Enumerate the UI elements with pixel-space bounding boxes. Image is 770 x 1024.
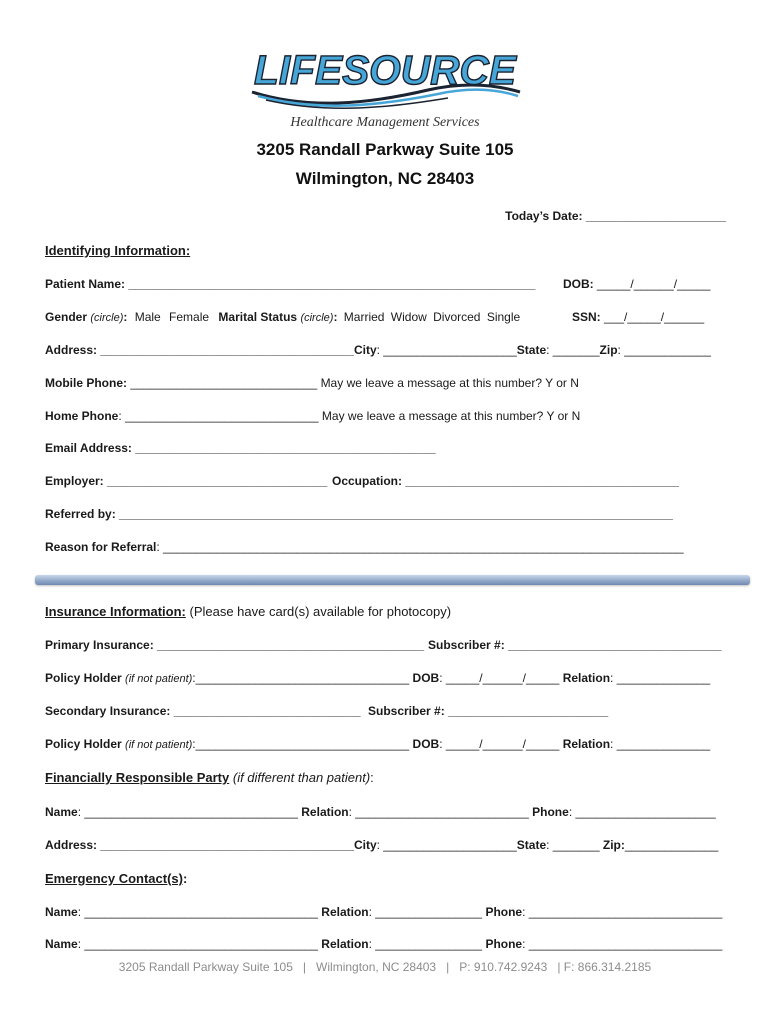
- state-blank[interactable]: : _______: [546, 343, 600, 357]
- emergency-heading: Emergency Contact(s): [45, 871, 183, 886]
- footer-fax: | F: 866.314.2185: [557, 960, 652, 974]
- financial-city-label: City: [353, 838, 377, 852]
- emergency-phone-blank[interactable]: : _____________________________: [522, 905, 723, 919]
- logo-text: LIFESOURCE: [254, 47, 518, 93]
- footer-phone: P: 910.742.9243: [459, 960, 548, 974]
- emergency-name-blank[interactable]: : ___________________________________: [77, 937, 318, 951]
- home-message-question: May we leave a message at this number? Y or N: [321, 409, 581, 423]
- policy-holder-blank[interactable]: :________________________________: [192, 737, 410, 751]
- emergency-name-label: Name: [45, 905, 78, 919]
- financial-relation-label: Relation: [301, 805, 349, 819]
- holder-relation-label: Relation: [562, 737, 611, 751]
- employer-field[interactable]: Employer: _________________________________: [45, 474, 328, 488]
- emergency-phone-label: Phone: [485, 937, 523, 951]
- policy-holder-note: (if not patient): [125, 673, 193, 685]
- footer-city: Wilmington, NC 28403: [316, 960, 437, 974]
- insurance-note: (Please have card(s) available for photocopy): [189, 604, 452, 619]
- financial-state-label: State: [516, 838, 547, 852]
- financial-name-row: [45, 805, 716, 819]
- gender-options[interactable]: Male Female: [134, 310, 210, 324]
- emergency-phone-label: Phone: [485, 905, 523, 919]
- financial-zip-blank[interactable]: ______________: [624, 838, 719, 852]
- section-divider: [35, 575, 750, 585]
- footer-address: 3205 Randall Parkway Suite 105: [118, 960, 293, 974]
- emergency-contact-row-1: [45, 905, 722, 919]
- financial-colon: :: [370, 770, 374, 785]
- ssn-field[interactable]: [572, 310, 704, 324]
- policy-holder-label: Policy Holder: [45, 737, 122, 751]
- lifesource-logo: [248, 40, 524, 112]
- financial-name-label: Name: [45, 805, 78, 819]
- ssn-label: SSN:: [572, 310, 601, 324]
- mobile-phone-label: Mobile Phone:: [45, 376, 127, 390]
- reason-label: Reason for Referral: [45, 540, 157, 554]
- emergency-relation-blank[interactable]: : ________________: [368, 937, 483, 951]
- mobile-message-question: May we leave a message at this number? Y or N: [320, 376, 579, 390]
- reason-blank[interactable]: : ______________________________________________________________________________: [156, 540, 684, 554]
- insurance-heading-row: [45, 604, 451, 619]
- holder-relation-blank[interactable]: : ______________: [610, 737, 711, 751]
- dob-label: DOB:: [563, 277, 594, 291]
- financial-heading: Financially Responsible Party: [45, 770, 230, 785]
- policy-holder-label: Policy Holder: [45, 671, 122, 685]
- emergency-name-blank[interactable]: : ___________________________________: [77, 905, 318, 919]
- office-address-line2: Wilmington, NC 28403: [295, 169, 475, 188]
- state-label: State: [516, 343, 547, 357]
- marital-circle-note: (circle): [300, 312, 334, 324]
- insurance-heading: Insurance Information:: [45, 604, 186, 619]
- city-blank[interactable]: : ____________________: [376, 343, 517, 357]
- holder-relation-blank[interactable]: : ______________: [610, 671, 711, 685]
- financial-name-blank[interactable]: : ________________________________: [77, 805, 298, 819]
- dob-field[interactable]: [563, 277, 710, 291]
- primary-subscriber-field[interactable]: Subscriber #: ________________________________: [428, 638, 722, 652]
- emergency-phone-blank[interactable]: : _____________________________: [522, 937, 723, 951]
- financial-zip-label: Zip:: [602, 838, 625, 852]
- holder-dob-blank[interactable]: : _____/______/_____: [439, 671, 560, 685]
- emergency-relation-blank[interactable]: : ________________: [368, 905, 483, 919]
- identifying-heading: [45, 243, 190, 258]
- financial-state-blank[interactable]: : _______: [546, 838, 600, 852]
- home-phone-blank[interactable]: : _____________________________: [118, 409, 319, 423]
- holder-relation-label: Relation: [562, 671, 611, 685]
- emergency-heading-row: [45, 871, 187, 886]
- emergency-colon: :: [182, 871, 188, 886]
- footer: 3205 Randall Parkway Suite 105 | Wilmington, NC 28403 | P: 910.742.9243 | F: 866.314.2185: [118, 960, 652, 974]
- marital-options[interactable]: Married Widow Divorced Single: [343, 310, 521, 324]
- holder-dob-label: DOB: [412, 737, 440, 751]
- address-label: Address:: [45, 343, 98, 357]
- holder-dob-label: DOB: [412, 671, 440, 685]
- email-field[interactable]: Email Address: _____________________________________________: [45, 441, 436, 455]
- financial-note: (if different than patient): [232, 770, 371, 785]
- ssn-blank[interactable]: ___/_____/______: [604, 310, 705, 324]
- financial-address-blank[interactable]: ______________________________________: [100, 838, 354, 852]
- identifying-heading-text: Identifying Information:: [45, 243, 191, 258]
- policy-holder-note: (if not patient): [125, 739, 193, 751]
- todays-date-field[interactable]: Today’s Date: _____________________: [505, 209, 726, 223]
- financial-phone-blank[interactable]: : _____________________: [568, 805, 716, 819]
- patient-name-field[interactable]: Patient Name: _____________________________________________________________: [45, 277, 536, 291]
- home-phone-label: Home Phone: [45, 409, 119, 423]
- gender-marital-row: [45, 310, 520, 324]
- zip-blank[interactable]: : _____________: [617, 343, 711, 357]
- address-row: [45, 343, 711, 357]
- financial-phone-label: Phone: [532, 805, 569, 819]
- emergency-relation-label: Relation: [321, 937, 369, 951]
- primary-insurance-field[interactable]: Primary Insurance: ________________________________________: [45, 638, 425, 652]
- city-label: City: [353, 343, 377, 357]
- address-blank[interactable]: ______________________________________: [100, 343, 354, 357]
- financial-address-label: Address:: [45, 838, 98, 852]
- zip-label: Zip: [599, 343, 618, 357]
- secondary-insurance-field[interactable]: Secondary Insurance: ____________________________: [45, 704, 361, 718]
- occupation-field[interactable]: Occupation: _________________________________________: [332, 474, 679, 488]
- gender-circle-note: (circle): [90, 312, 124, 324]
- financial-address-row: [45, 838, 718, 852]
- emergency-contact-row-2: [45, 937, 722, 951]
- financial-city-blank[interactable]: : ____________________: [376, 838, 517, 852]
- holder-dob-blank[interactable]: : _____/______/_____: [439, 737, 560, 751]
- financial-relation-blank[interactable]: : __________________________: [348, 805, 529, 819]
- gender-label: Gender: [45, 310, 88, 324]
- policy-holder-row-1: [45, 671, 710, 685]
- referred-by-field[interactable]: Referred by: ___________________________________________________________________________________: [45, 507, 673, 521]
- emergency-name-label: Name: [45, 937, 78, 951]
- emergency-relation-label: Relation: [321, 905, 369, 919]
- marital-colon: :: [333, 310, 338, 324]
- reason-for-referral-row: [45, 540, 684, 554]
- home-phone-row: [45, 409, 580, 423]
- gender-colon: :: [123, 310, 128, 324]
- policy-holder-row-2: [45, 737, 710, 751]
- marital-label: Marital Status: [218, 310, 298, 324]
- dob-blank[interactable]: _____/______/_____: [597, 277, 711, 291]
- tagline: Healthcare Management Services: [290, 115, 480, 130]
- mobile-phone-blank[interactable]: ____________________________: [130, 376, 318, 390]
- secondary-subscriber-field[interactable]: Subscriber #: ________________________: [368, 704, 609, 718]
- mobile-phone-row: [45, 376, 579, 390]
- financial-heading-row: [45, 770, 374, 785]
- office-address-line1: 3205 Randall Parkway Suite 105: [256, 140, 514, 159]
- policy-holder-blank[interactable]: :________________________________: [192, 671, 410, 685]
